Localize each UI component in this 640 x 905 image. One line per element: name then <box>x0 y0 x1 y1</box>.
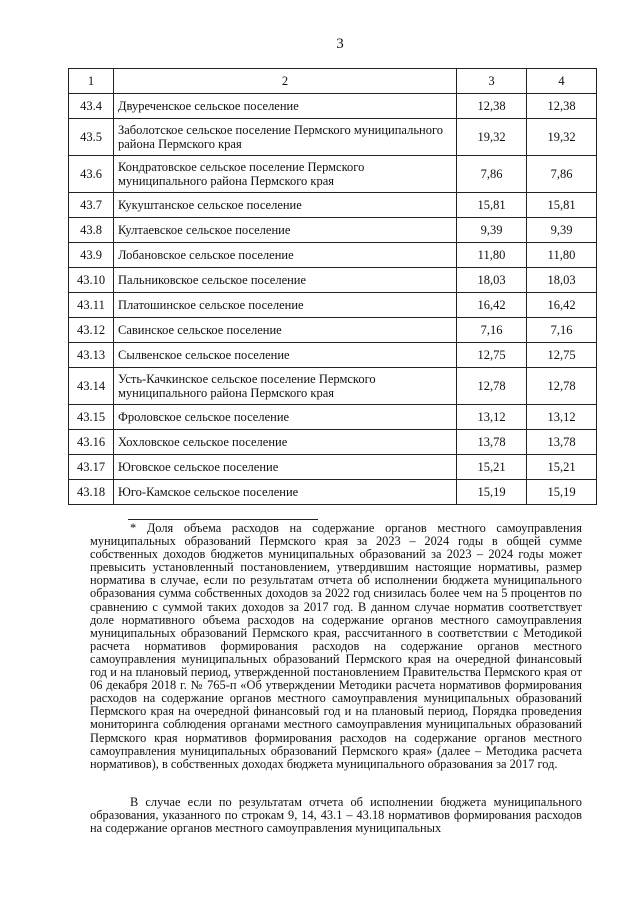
table-row <box>69 293 597 318</box>
norm-value-col4: 15,81 <box>527 193 597 218</box>
row-number: 43.10 <box>69 268 114 293</box>
settlement-name: Заболотское сельское поселение Пермского муниципального района Пермского края <box>114 119 457 156</box>
settlement-name: Пальниковское сельское поселение <box>114 268 457 293</box>
row-number: 43.7 <box>69 193 114 218</box>
footnote-body: * Доля объема расходов на содержание органов местного самоуправления муниципальных образований Пермского края за 2023 – 2024 годы в общей сумме собственных доходов бюджетов муниципальных образований за 2023 – 2024 годы может превысить установленный постановлением, утвердившим настоящие нормативы, размер норматива в случае, если по результатам отчета об исполнении бюджета муниципального образования сумма собственных доходов за 2022 год снизилась более чем на 5 процентов по сравнению с суммой таких доходов за 2017 год. В данном случае норматив соответствует доле нормативного объема расходов на содержание органов местного самоуправления муниципальных образований Пермского края, рассчитанного в соответствии с Методикой расчета нормативов формирования расходов на содержание органов местного самоуправления муниципальных образований Пермского края на очередной финансовый год и на плановый период, утвержденной постановлением Правительства Пермского края от 06 декабря 2018 г. № 765-п «Об утверждении Методики расчета нормативов формирования расходов на содержание органов местного самоуправления муниципальных образований Пермского края на очередной финансовый год и на плановый период, Порядка проведения мониторинга соблюдения органами местного самоуправления муниципальных образований Пермского края нормативов формирования расходов на содержание органов местного самоуправления муниципальных образований Пермского края» (далее – Методика расчета нормативов), в собственных доходах бюджета муниципального образования за 2017 год. <box>90 521 582 771</box>
norm-value-col3: 15,81 <box>457 193 527 218</box>
settlement-name: Кукуштанское сельское поселение <box>114 193 457 218</box>
norms-table <box>68 68 597 505</box>
table-header-row <box>69 69 597 94</box>
norm-value-col3: 7,86 <box>457 156 527 193</box>
norm-value-col3: 18,03 <box>457 268 527 293</box>
norm-value-col3: 9,39 <box>457 218 527 243</box>
settlement-name: Култаевское сельское поселение <box>114 218 457 243</box>
norm-value-col3: 13,78 <box>457 430 527 455</box>
norm-value-col3: 13,12 <box>457 405 527 430</box>
row-number: 43.16 <box>69 430 114 455</box>
header-col-1: 1 <box>69 69 114 94</box>
settlement-name: Хохловское сельское поселение <box>114 430 457 455</box>
body-paragraph <box>90 796 582 835</box>
settlement-name: Савинское сельское поселение <box>114 318 457 343</box>
norm-value-col3: 15,21 <box>457 455 527 480</box>
row-number: 43.14 <box>69 368 114 405</box>
row-number: 43.9 <box>69 243 114 268</box>
norm-value-col4: 16,42 <box>527 293 597 318</box>
footnote-separator <box>128 519 318 520</box>
header-col-4: 4 <box>527 69 597 94</box>
table-row <box>69 318 597 343</box>
row-number: 43.13 <box>69 343 114 368</box>
table-row <box>69 430 597 455</box>
settlement-name: Двуреченское сельское поселение <box>114 94 457 119</box>
norm-value-col4: 12,38 <box>527 94 597 119</box>
table-row <box>69 193 597 218</box>
row-number: 43.5 <box>69 119 114 156</box>
norm-value-col4: 9,39 <box>527 218 597 243</box>
table-row <box>69 156 597 193</box>
row-number: 43.11 <box>69 293 114 318</box>
row-number: 43.6 <box>69 156 114 193</box>
page-number: 3 <box>336 36 344 52</box>
header-col-2: 2 <box>114 69 457 94</box>
norm-value-col4: 12,78 <box>527 368 597 405</box>
norm-value-col3: 7,16 <box>457 318 527 343</box>
settlement-name: Платошинское сельское поселение <box>114 293 457 318</box>
table-row <box>69 119 597 156</box>
norm-value-col3: 19,32 <box>457 119 527 156</box>
norm-value-col4: 7,16 <box>527 318 597 343</box>
settlement-name: Юго-Камское сельское поселение <box>114 480 457 505</box>
norm-value-col3: 15,19 <box>457 480 527 505</box>
row-number: 43.8 <box>69 218 114 243</box>
norm-value-col3: 11,80 <box>457 243 527 268</box>
header-col-3: 3 <box>457 69 527 94</box>
norm-value-col4: 19,32 <box>527 119 597 156</box>
table-row <box>69 480 597 505</box>
norm-value-col4: 7,86 <box>527 156 597 193</box>
norm-value-col3: 12,38 <box>457 94 527 119</box>
norm-value-col4: 13,12 <box>527 405 597 430</box>
row-number: 43.18 <box>69 480 114 505</box>
row-number: 43.15 <box>69 405 114 430</box>
settlement-name: Кондратовское сельское поселение Пермского муниципального района Пермского края <box>114 156 457 193</box>
norm-value-col4: 13,78 <box>527 430 597 455</box>
norm-value-col3: 12,78 <box>457 368 527 405</box>
table-row <box>69 405 597 430</box>
table-row <box>69 368 597 405</box>
settlement-name: Усть-Качкинское сельское поселение Пермского муниципального района Пермского края <box>114 368 457 405</box>
settlement-name: Лобановское сельское поселение <box>114 243 457 268</box>
settlement-name: Юговское сельское поселение <box>114 455 457 480</box>
table-row <box>69 455 597 480</box>
settlement-name: Сылвенское сельское поселение <box>114 343 457 368</box>
table-row <box>69 218 597 243</box>
norm-value-col4: 12,75 <box>527 343 597 368</box>
table-row <box>69 243 597 268</box>
norm-value-col3: 16,42 <box>457 293 527 318</box>
settlement-name: Фроловское сельское поселение <box>114 405 457 430</box>
norm-value-col4: 15,21 <box>527 455 597 480</box>
table-row <box>69 268 597 293</box>
row-number: 43.12 <box>69 318 114 343</box>
row-number: 43.4 <box>69 94 114 119</box>
row-number: 43.17 <box>69 455 114 480</box>
table-row <box>69 94 597 119</box>
norm-value-col4: 11,80 <box>527 243 597 268</box>
norm-value-col4: 15,19 <box>527 480 597 505</box>
paragraph-body: В случае если по результатам отчета об исполнении бюджета муниципального образования, указанного по строкам 9, 14, 43.1 – 43.18 нормативов формирования расходов на содержание органов местного самоуправления муниципальных <box>90 795 582 836</box>
norm-value-col4: 18,03 <box>527 268 597 293</box>
table-row <box>69 343 597 368</box>
norm-value-col3: 12,75 <box>457 343 527 368</box>
footnote-text <box>90 522 582 771</box>
